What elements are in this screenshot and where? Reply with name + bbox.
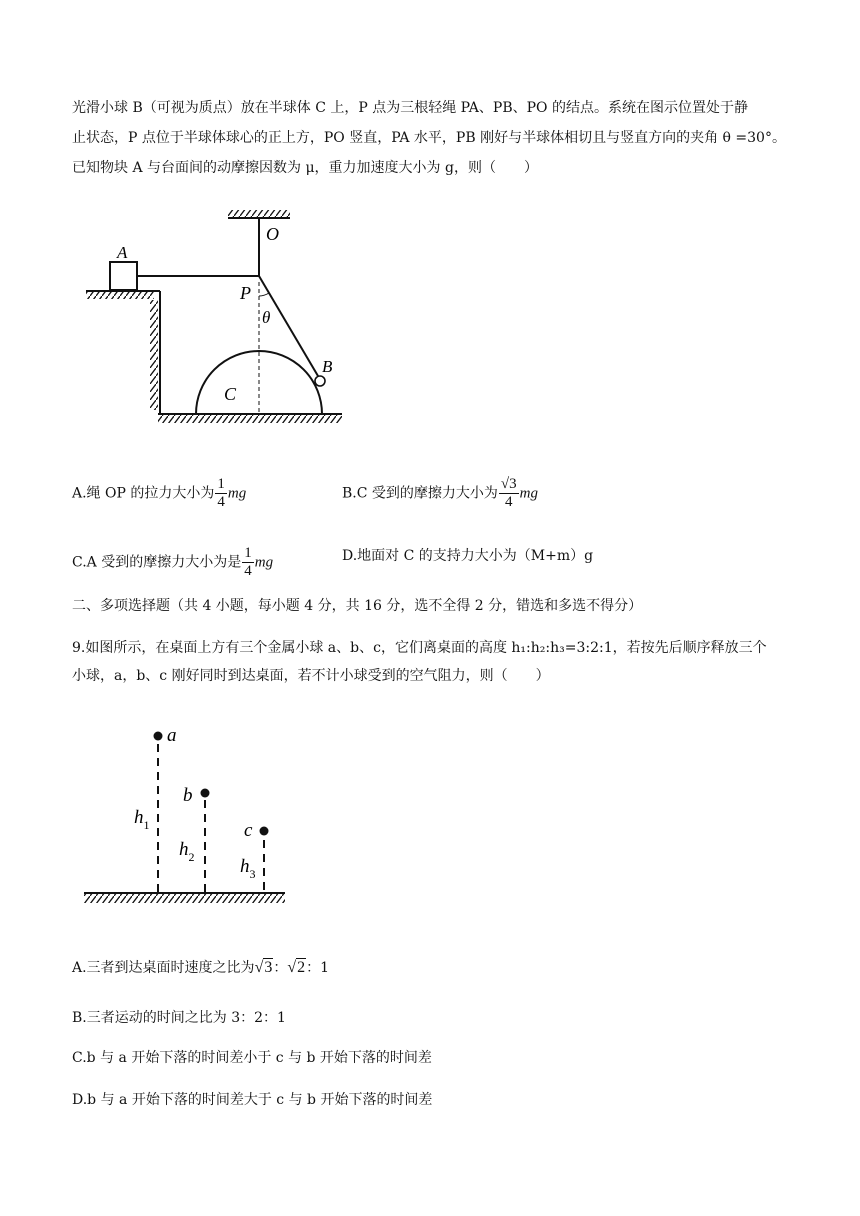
sqrt-3: √3: [254, 959, 273, 976]
label-b: B: [322, 357, 333, 376]
q9-option-b[interactable]: B.三者运动的时间之比为 3：2：1: [72, 1010, 286, 1026]
q9-figure: [80, 715, 300, 915]
label-c: C: [224, 384, 237, 404]
label-c: c: [244, 820, 253, 841]
fraction: $\frac{1}{4}$: [217, 476, 225, 510]
table-surface: [84, 893, 285, 903]
q9-option-a[interactable]: A.三者到达桌面时速度之比为√3：√2：1: [72, 959, 330, 976]
sqrt-2: √2: [287, 959, 306, 976]
label-p: P: [240, 283, 251, 303]
q8-option-d[interactable]: D.地面对 C 的支持力大小为（M+m）g: [342, 548, 594, 564]
q8-option-b[interactable]: B.C 受到的摩擦力大小为 $\frac{√3}{4}$ mg: [342, 476, 538, 510]
label-a: A: [117, 243, 128, 262]
q8-option-c[interactable]: C.A 受到的摩擦力大小为是 $\frac{1}{4}$ mg: [72, 545, 274, 579]
q9-stem-line2: 小球，a，b、c 刚好同时到达桌面，若不计小球受到的空气阻力，则（ ）: [72, 668, 550, 684]
ball-c: [260, 827, 269, 836]
ground: [158, 414, 342, 423]
q8-stem-line1: 光滑小球 B（可视为质点）放在半球体 C 上，P 点为三根轻绳 PA、PB、PO 的结点。系统在图示位置处于静: [72, 100, 748, 116]
ball-a: [154, 732, 163, 741]
label-o: O: [266, 224, 279, 244]
table-platform: [86, 291, 160, 415]
ball-b: [315, 376, 325, 386]
ceiling-support: [228, 210, 290, 218]
ball-b: [201, 789, 210, 798]
angle-theta-arc: [259, 293, 269, 296]
q9-option-d[interactable]: D.b 与 a 开始下落的时间差大于 c 与 b 开始下落的时间差: [72, 1092, 433, 1108]
q9-stem-line1: 9.如图所示，在桌面上方有三个金属小球 a、b、c，它们离桌面的高度 h₁:h₂:h₃=3:2:1，若按先后顺序释放三个: [72, 640, 767, 656]
label-b: b: [183, 785, 193, 806]
label-a: a: [167, 725, 177, 746]
label-h2: $h_2$: [179, 839, 195, 864]
fraction: $\frac{1}{4}$: [244, 545, 252, 579]
fraction: $\frac{√3}{4}$: [500, 476, 517, 510]
q8-stem-line2: 止状态，P 点位于半球体球心的正上方，PO 竖直，PA 水平，PB 刚好与半球体相切且与竖直方向的夹角 θ =30°。: [72, 130, 786, 146]
block-a: [110, 262, 137, 290]
q9-option-c[interactable]: C.b 与 a 开始下落的时间差小于 c 与 b 开始下落的时间差: [72, 1050, 432, 1066]
q8-figure: [80, 200, 360, 440]
label-h3: $h_3$: [240, 856, 256, 881]
section-2-title: 二、多项选择题（共 4 小题，每小题 4 分，共 16 分，选不全得 2 分，错选和多选不得分）: [72, 598, 643, 614]
q8-option-a[interactable]: A.绳 OP 的拉力大小为 $\frac{1}{4}$ mg: [72, 476, 247, 510]
q8-stem-line3: 已知物块 A 与台面间的动摩擦因数为 μ，重力加速度大小为 g，则（ ）: [72, 160, 538, 176]
label-h1: $h_1$: [134, 807, 150, 832]
label-theta: θ: [262, 308, 271, 327]
